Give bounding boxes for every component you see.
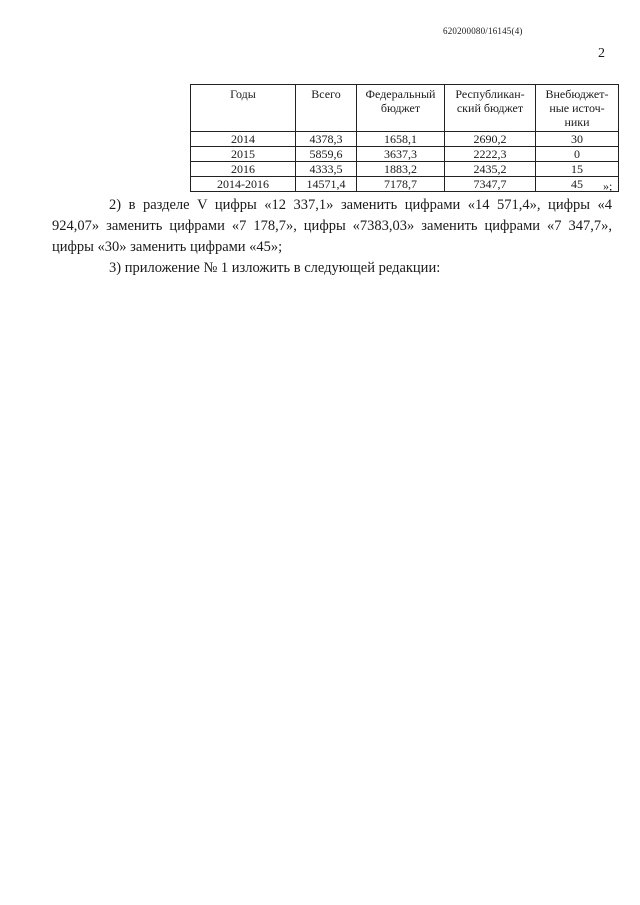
cell-federal: 7178,7 bbox=[357, 177, 445, 192]
page-number: 2 bbox=[598, 46, 605, 61]
cell-extrabudgetary: 45 bbox=[536, 177, 619, 192]
cell-extrabudgetary: 15 bbox=[536, 162, 619, 177]
header-total: Всего bbox=[296, 85, 357, 132]
cell-federal: 1658,1 bbox=[357, 132, 445, 147]
table-header-row bbox=[191, 85, 619, 132]
header-extrabudgetary: Внебюджет-ные источ-ники bbox=[536, 85, 619, 132]
table-row bbox=[191, 147, 619, 162]
header-years: Годы bbox=[191, 85, 296, 132]
cell-year: 2014-2016 bbox=[191, 177, 296, 192]
cell-extrabudgetary: 30 bbox=[536, 132, 619, 147]
paragraph-item-2: 2) в разделе V цифры «12 337,1» заменить цифрами «14 571,4», цифры «4 924,07» заменить цифрами «7 178,7», цифры «7383,03» заменить цифрами «7 347,7», цифры «30» заменить цифрами «45»; bbox=[52, 197, 612, 255]
cell-federal: 3637,3 bbox=[357, 147, 445, 162]
cell-total: 14571,4 bbox=[296, 177, 357, 192]
table-row bbox=[191, 162, 619, 177]
cell-extrabudgetary: 0 bbox=[536, 147, 619, 162]
table-row bbox=[191, 132, 619, 147]
header-republican: Республикан-ский бюджет bbox=[445, 85, 536, 132]
document-id: 620200080/16145(4) bbox=[443, 26, 523, 36]
cell-republican: 2222,3 bbox=[445, 147, 536, 162]
cell-republican: 7347,7 bbox=[445, 177, 536, 192]
cell-year: 2014 bbox=[191, 132, 296, 147]
header-federal: Федеральный бюджет bbox=[357, 85, 445, 132]
table-row bbox=[191, 177, 619, 192]
budget-table bbox=[190, 84, 619, 192]
cell-year: 2015 bbox=[191, 147, 296, 162]
cell-total: 5859,6 bbox=[296, 147, 357, 162]
cell-federal: 1883,2 bbox=[357, 162, 445, 177]
cell-republican: 2435,2 bbox=[445, 162, 536, 177]
table-closing-mark: »; bbox=[603, 179, 613, 193]
cell-republican: 2690,2 bbox=[445, 132, 536, 147]
paragraph-item-3: 3) приложение № 1 изложить в следующей редакции: bbox=[109, 260, 441, 276]
cell-total: 4333,5 bbox=[296, 162, 357, 177]
cell-year: 2016 bbox=[191, 162, 296, 177]
cell-total: 4378,3 bbox=[296, 132, 357, 147]
